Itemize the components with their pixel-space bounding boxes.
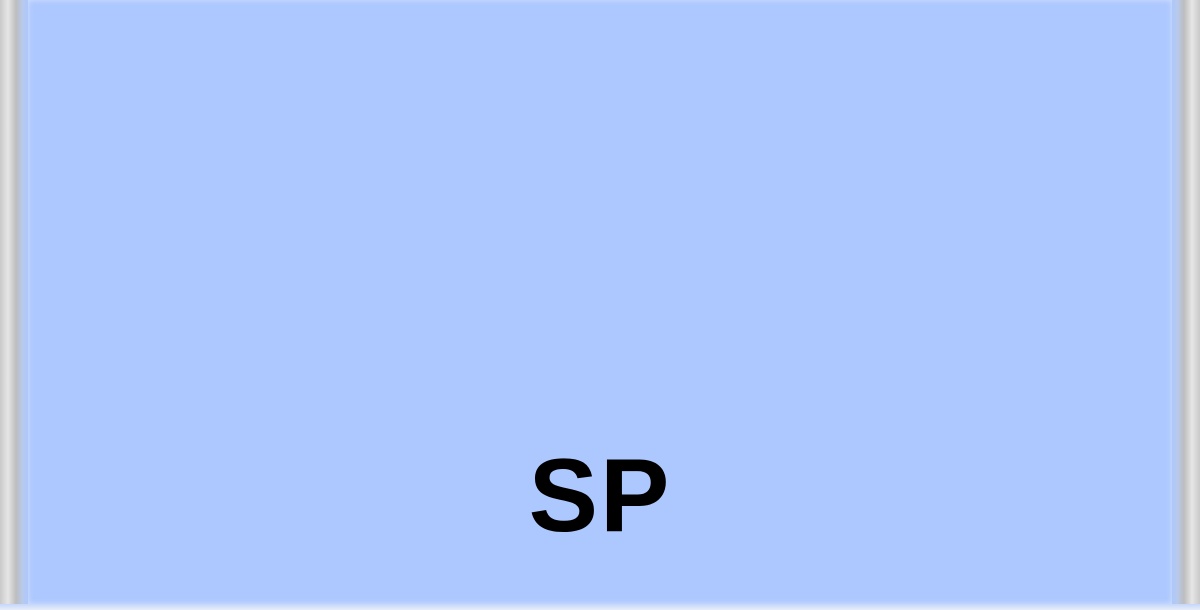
sp-tile-button[interactable]: [28, 0, 1172, 604]
window-frame-bottom-edge: [0, 604, 1200, 610]
tile-label: SP: [528, 438, 672, 554]
window-frame-right-edge: [1172, 0, 1200, 610]
